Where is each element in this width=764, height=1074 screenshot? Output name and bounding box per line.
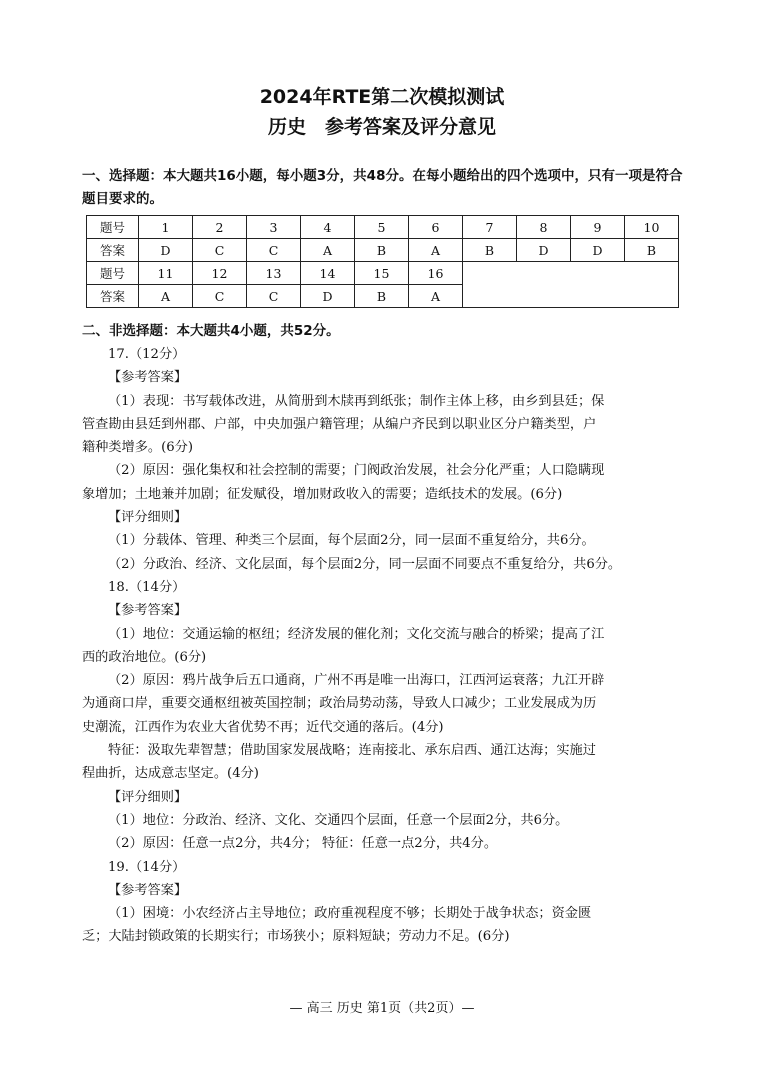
- table-cell: 5: [355, 216, 409, 239]
- document-title: 2024年RTE第二次模拟测试: [259, 86, 505, 108]
- table-cell: 题号: [87, 262, 139, 285]
- answer-body: [82, 343, 692, 949]
- table-cell: 14: [301, 262, 355, 285]
- table-cell: 2: [193, 216, 247, 239]
- text-line: 乏；大陆封锁政策的长期实行；市场狭小；原料短缺；劳动力不足。(6分): [82, 929, 510, 945]
- table-cell: A: [301, 239, 355, 262]
- table-cell: A: [409, 239, 463, 262]
- text-line: 西的政治地位。(6分): [82, 649, 207, 665]
- text-line: （2）分政治、经济、文化层面，每个层面2分，同一层面不同要点不重复给分，共6分。: [108, 556, 622, 572]
- table-cell: 6: [409, 216, 463, 239]
- table-cell: B: [463, 239, 517, 262]
- table-cell: D: [139, 239, 193, 262]
- table-cell: A: [409, 285, 463, 308]
- table-cell: C: [193, 239, 247, 262]
- answer-table: [86, 215, 679, 308]
- table-cell: C: [247, 239, 301, 262]
- table-row: [87, 216, 679, 239]
- reference-answer-label: 【参考答案】: [108, 882, 188, 898]
- table-cell: B: [355, 285, 409, 308]
- scoring-rules-label: 【评分细则】: [108, 789, 188, 805]
- reference-answer-label: 【参考答案】: [108, 603, 188, 619]
- text-line: 史潮流，江西作为农业大省优势不再；近代交通的落后。(4分): [82, 719, 444, 735]
- table-cell: 答案: [87, 239, 139, 262]
- text-line: （1）分载体、管理、种类三个层面，每个层面2分，同一层面不重复给分，共6分。: [108, 533, 595, 549]
- text-line: 管查勘由县廷到州郡、户部，中央加强户籍管理；从编户齐民到以职业区分户籍类型，户: [82, 416, 597, 432]
- text-line: （2）原因：鸦片战争后五口通商，广州不再是唯一出海口，江西河运衰落；九江开辟: [108, 673, 605, 689]
- table-cell: 15: [355, 262, 409, 285]
- table-cell: B: [625, 239, 679, 262]
- table-cell: 11: [139, 262, 193, 285]
- scoring-rules-label: 【评分细则】: [108, 510, 188, 526]
- question-17-heading: 17.（12分）: [108, 347, 186, 362]
- table-cell: 1: [139, 216, 193, 239]
- document-subtitle: 历史 参考答案及评分意见: [267, 116, 496, 138]
- table-cell: 16: [409, 262, 463, 285]
- text-line: （1）表现：书写载体改进，从简册到木牍再到纸张；制作主体上移，由乡到县廷；保: [108, 393, 605, 409]
- text-line: （1）地位：分政治、经济、文化、交通四个层面，任意一个层面2分，共6分。: [108, 812, 569, 828]
- table-cell: 8: [517, 216, 571, 239]
- table-cell: 4: [301, 216, 355, 239]
- table-cell: 3: [247, 216, 301, 239]
- text-line: （2）原因：强化集权和社会控制的需要；门阀政治发展，社会分化严重；人口隐瞒现: [108, 463, 605, 479]
- table-cell: C: [247, 285, 301, 308]
- text-line: 特征：汲取先辈智慧；借助国家发展战略；连南接北、承东启西、通江达海；实施过: [108, 743, 596, 759]
- question-18-heading: 18.（14分）: [108, 579, 186, 595]
- text-line: 象增加；土地兼并加剧；征发赋役，增加财政收入的需要；造纸技术的发展。(6分): [82, 486, 563, 502]
- table-cell: 13: [247, 262, 301, 285]
- table-cell: B: [355, 239, 409, 262]
- table-cell: 12: [193, 262, 247, 285]
- table-cell: C: [193, 285, 247, 308]
- reference-answer-label: 【参考答案】: [108, 370, 188, 386]
- table-row: [87, 262, 679, 285]
- text-line: 为通商口岸，重要交通枢纽被英国控制；政治局势动荡，导致人口减少；工业发展成为历: [82, 696, 597, 712]
- table-cell: 10: [625, 216, 679, 239]
- section-2-heading: 二、非选择题：本大题共4小题，共52分。: [82, 323, 340, 339]
- text-line: （1）困境：小农经济占主导地位；政府重视程度不够；长期处于战争状态；资金匮: [108, 906, 592, 922]
- table-cell: 答案: [87, 285, 139, 308]
- section-1-heading: 一、选择题：本大题共16小题，每小题3分，共48分。在每小题给出的四个选项中，只有一项是符合题目要求的。: [82, 168, 683, 207]
- table-cell: D: [517, 239, 571, 262]
- page-footer: — 高三 历史 第1页（共2页）—: [289, 1001, 475, 1016]
- text-line: （1）地位：交通运输的枢纽；经济发展的催化剂；文化交流与融合的桥梁；提高了江: [108, 626, 605, 642]
- table-cell: D: [301, 285, 355, 308]
- text-line: （2）原因：任意一点2分，共4分； 特征：任意一点2分，共4分。: [108, 836, 498, 852]
- text-line: 程曲折，达成意志坚定。(4分): [82, 766, 259, 782]
- table-cell: D: [571, 239, 625, 262]
- table-cell: A: [139, 285, 193, 308]
- question-19-heading: 19.（14分）: [108, 859, 186, 875]
- table-cell: 7: [463, 216, 517, 239]
- table-row: [87, 239, 679, 262]
- text-line: 籍种类增多。(6分): [82, 440, 193, 456]
- table-cell: 题号: [87, 216, 139, 239]
- table-cell: 9: [571, 216, 625, 239]
- table-empty-cell: [463, 262, 679, 308]
